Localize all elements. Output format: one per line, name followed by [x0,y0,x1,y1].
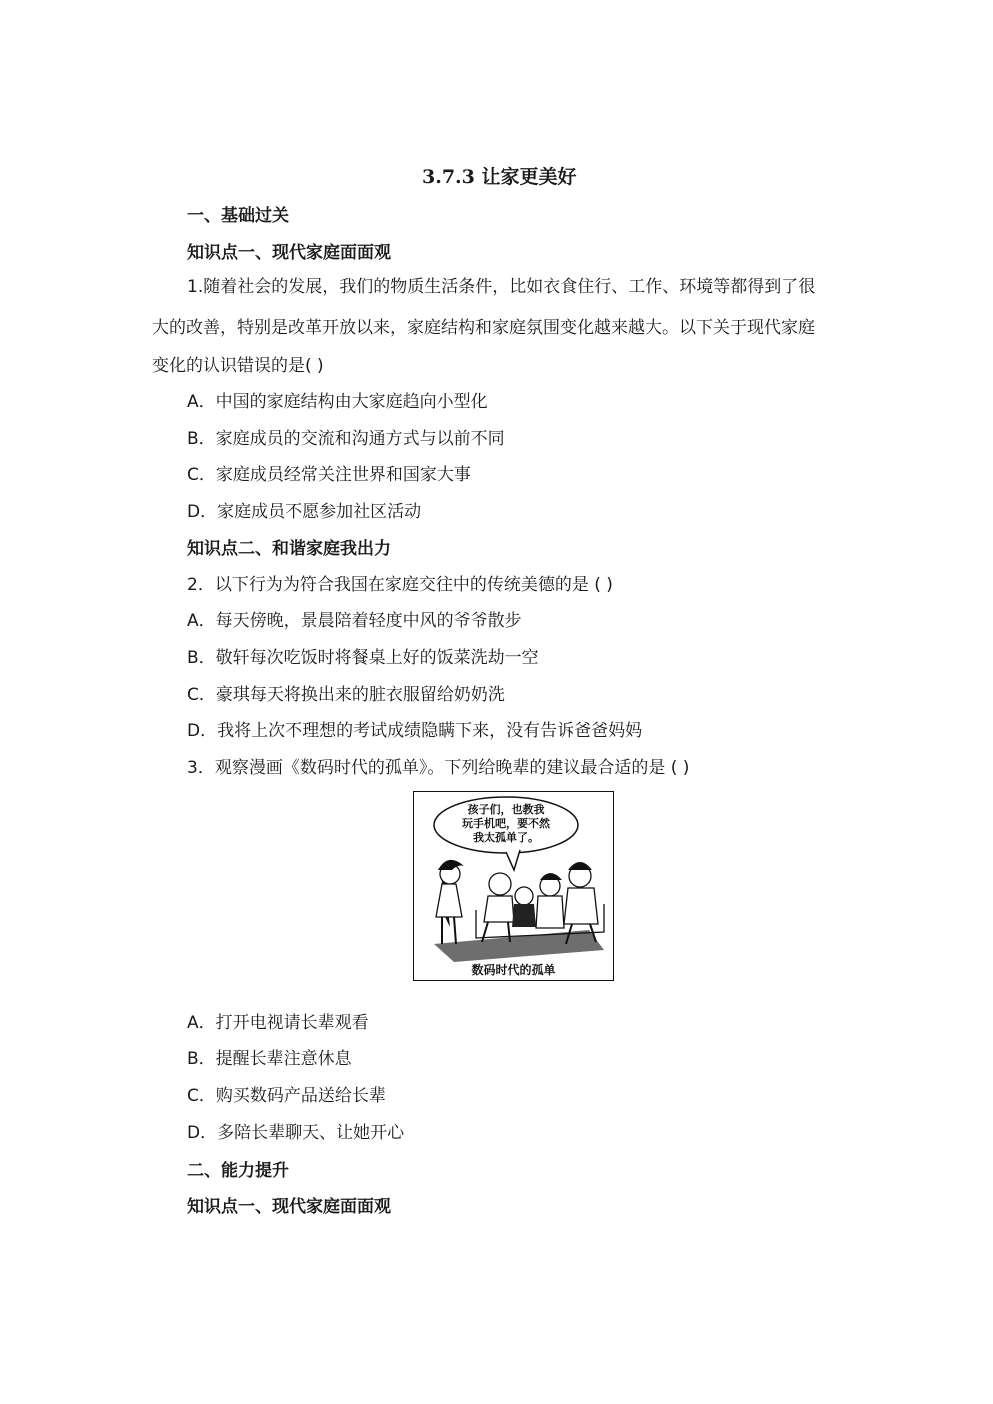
section-heading-basic: 一、基础过关 [187,206,289,226]
question-3-stem: 3．观察漫画《数码时代的孤单》。下列给晚辈的建议最合适的是 ( ) [187,758,690,778]
question-1-option-b: B．家庭成员的交流和沟通方式与以前不同 [187,429,505,449]
speech-bubble-line-1: 孩子们，也教我 [467,803,545,816]
question-1-text-line-3: 变化的认识错误的是( ) [152,356,324,376]
knowledge-point-heading: 知识点一、现代家庭面面观 [187,1197,391,1217]
section-heading-advanced: 二、能力提升 [187,1161,289,1181]
question-3-option-a: A．打开电视请长辈观看 [187,1013,369,1033]
question-2-option-d: D．我将上次不理想的考试成绩隐瞒下来，没有告诉爸爸妈妈 [187,721,643,741]
speech-bubble-line-2: 玩手机吧，要不然 [462,817,550,830]
question-1-option-d: D．家庭成员不愿参加社区活动 [187,502,422,522]
question-2-option-b: B．敬轩每次吃饭时将餐桌上好的饭菜洗劫一空 [187,648,539,668]
question-2-stem: 2．以下行为为符合我国在家庭交往中的传统美德的是 ( ) [187,575,613,595]
question-3-option-d: D．多陪长辈聊天、让她开心 [187,1123,405,1143]
question-1-option-c: C．家庭成员经常关注世界和国家大事 [187,465,471,485]
question-1-option-a: A．中国的家庭结构由大家庭趋向小型化 [187,392,488,412]
speech-bubble-line-3: 我太孤单了。 [473,831,539,844]
question-3-option-c: C．购买数码产品送给长辈 [187,1086,386,1106]
question-1-text-line-2: 大的改善，特别是改革开放以来，家庭结构和家庭氛围变化越来越大。以下关于现代家庭 [152,318,815,338]
cartoon-image [413,791,614,981]
page-title: 3.7.3 让家更美好 [422,166,577,188]
question-3-option-b: B．提醒长辈注意休息 [187,1049,352,1069]
question-1-text-line-1: 1.随着社会的发展，我们的物质生活条件，比如衣食住行、工作、环境等都得到了很 [187,277,816,297]
question-2-option-c: C．豪琪每天将换出来的脏衣服留给奶奶洗 [187,685,505,705]
knowledge-point-heading: 知识点一、现代家庭面面观 [187,243,391,263]
cartoon-caption: 数码时代的孤单 [471,963,556,977]
question-2-option-a: A．每天傍晚，景晨陪着轻度中风的爷爷散步 [187,611,522,631]
knowledge-point-heading: 知识点二、和谐家庭我出力 [187,539,391,559]
